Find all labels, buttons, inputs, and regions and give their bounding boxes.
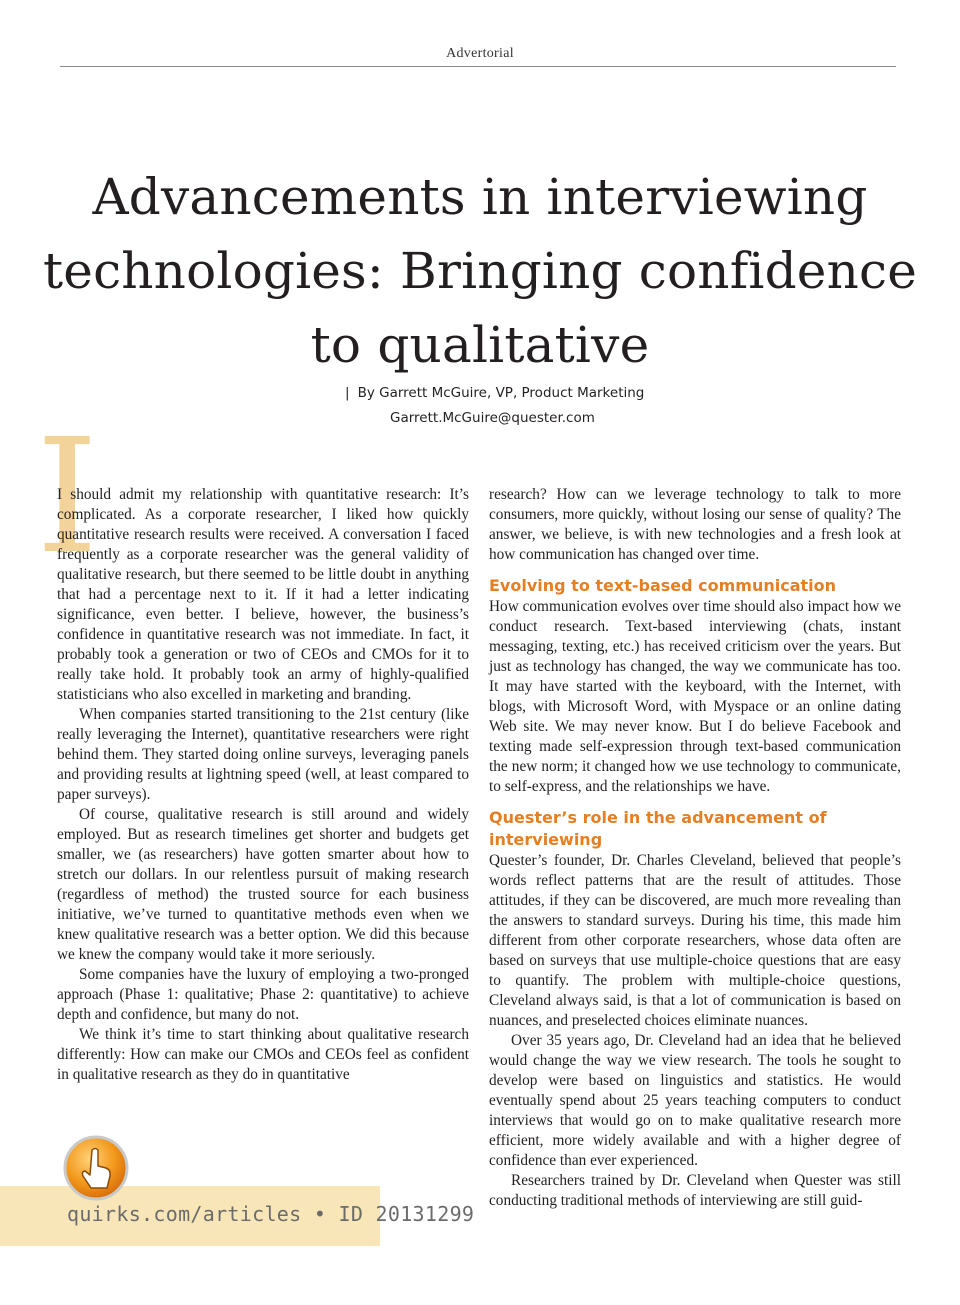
drop-cap: I <box>36 405 99 589</box>
left-paragraph-3: Of course, qualitative research is still around and widely employed. But as research timelines get shorter and budgets get smaller, we (as researchers) have gotten smarter about how to stretch our dollars. In our relentless pursuit of making research (regardless of method) the trusted source for each business initiative, we’ve turned to quantitative methods even when we knew qualitative research was a better option. We did this because we knew the company would take it more seriously. <box>57 806 469 963</box>
title-line-3: to qualitative <box>310 316 650 374</box>
header-rule <box>60 66 896 67</box>
right-paragraph-5: Researchers trained by Dr. Cleveland when Quester was still conducting traditional methods of interviewing are still guid- <box>489 1172 901 1209</box>
left-paragraph-2: When companies started transitioning to the 21st century (like really leveraging the Internet), quantitative researchers were right behind them. They started doing online surveys, leveraging panels and providing results at lightning speed (well, at least compared to paper surveys). <box>57 706 469 803</box>
left-column <box>57 485 469 1085</box>
byline <box>345 385 644 401</box>
left-paragraph-5: We think it’s time to start thinking about qualitative research differently: How can make our CMOs and CEOs feel as confident in qualitative research as they do in quantitative <box>57 1026 469 1083</box>
footer-article-link[interactable]: quirks.com/articles • ID 20131299 <box>67 1202 475 1226</box>
byline-bar: | <box>345 385 350 401</box>
right-paragraph-2: How communication evolves over time should also impact how we conduct research. Text-based interviewing (chats, instant messaging, texting, etc.) has received criticism over the years. But just as technology has changed, the way we communicate has too. It may have started with the keyboard, with the Internet, with blogs, with Microsoft Word, with Myspace or an online dating Web site. We may never know. But I do believe Facebook and texting made self-expression through text-based communication the new norm; it changed how we use technology to communicate, to self-express, and the relationships we have. <box>489 598 901 795</box>
section-heading-text-communication: Evolving to text-based communication <box>489 576 837 595</box>
left-paragraph-4: Some companies have the luxury of employing a two-pronged approach (Phase 1: qualitative; Phase 2: quantitative) to achieve depth and confidence, but many do not. <box>57 966 469 1023</box>
byline-text: By Garrett McGuire, VP, Product Marketing <box>357 385 645 401</box>
author-email[interactable]: Garrett.McGuire@quester.com <box>390 410 595 426</box>
title-line-2: technologies: Bringing confidence <box>42 242 917 300</box>
right-paragraph-1: research? How can we leverage technology to talk to more consumers, more quickly, without losing our sense of quality? The answer, we believe, is with new technologies and a fresh look at how communication has changed over time. <box>489 486 901 563</box>
right-column <box>489 485 901 1211</box>
left-paragraph-1: I should admit my relationship with quantitative research: It’s complicated. As a corporate researcher, I liked how quickly quantitative research results were received. A conversation I faced frequently as a corporate researcher was the general validity of qualitative research, but there seemed to be little doubt in anything that had a percentage next to it. If it had a letter indicating significance, even better. I believe, however, the business’s confidence in quantitative research was not immediate. In fact, it probably took a generation or two of CEOs and CMOs for it to really take hold. It probably took an army of highly-qualified statisticians who also excelled in marketing and branding. <box>57 486 469 703</box>
section-heading-questers-role: Quester’s role in the advancement of interviewing <box>489 808 827 849</box>
article-title <box>40 160 920 382</box>
title-line-1: Advancements in interviewing <box>92 168 868 226</box>
hand-pointer-icon[interactable] <box>62 1134 130 1202</box>
right-paragraph-3: Quester’s founder, Dr. Charles Cleveland, believed that people’s words reflect patterns that are the result of attitudes. Those attitudes, if they can be discovered, are much more revealing than the answers to standard surveys. During his time, this made him different from other corporate researchers, whose data often are based on surveys that use multiple-choice questions that are easy to quantify. The problem with multiple-choice questions, Cleveland always said, is that a lot of communication is based on nuances, and preselected choices eliminate nuances. <box>489 852 901 1029</box>
section-label: Advertorial <box>446 46 514 61</box>
right-paragraph-4: Over 35 years ago, Dr. Cleveland had an idea that he believed would change the way we view research. The tools he sought to develop were based on linguistics and statistics. He would eventually spend about 25 years teaching computers to conduct interviews that would go on to make qualitative research more efficient, more widely available and with a higher degree of confidence than ever experienced. <box>489 1032 901 1169</box>
